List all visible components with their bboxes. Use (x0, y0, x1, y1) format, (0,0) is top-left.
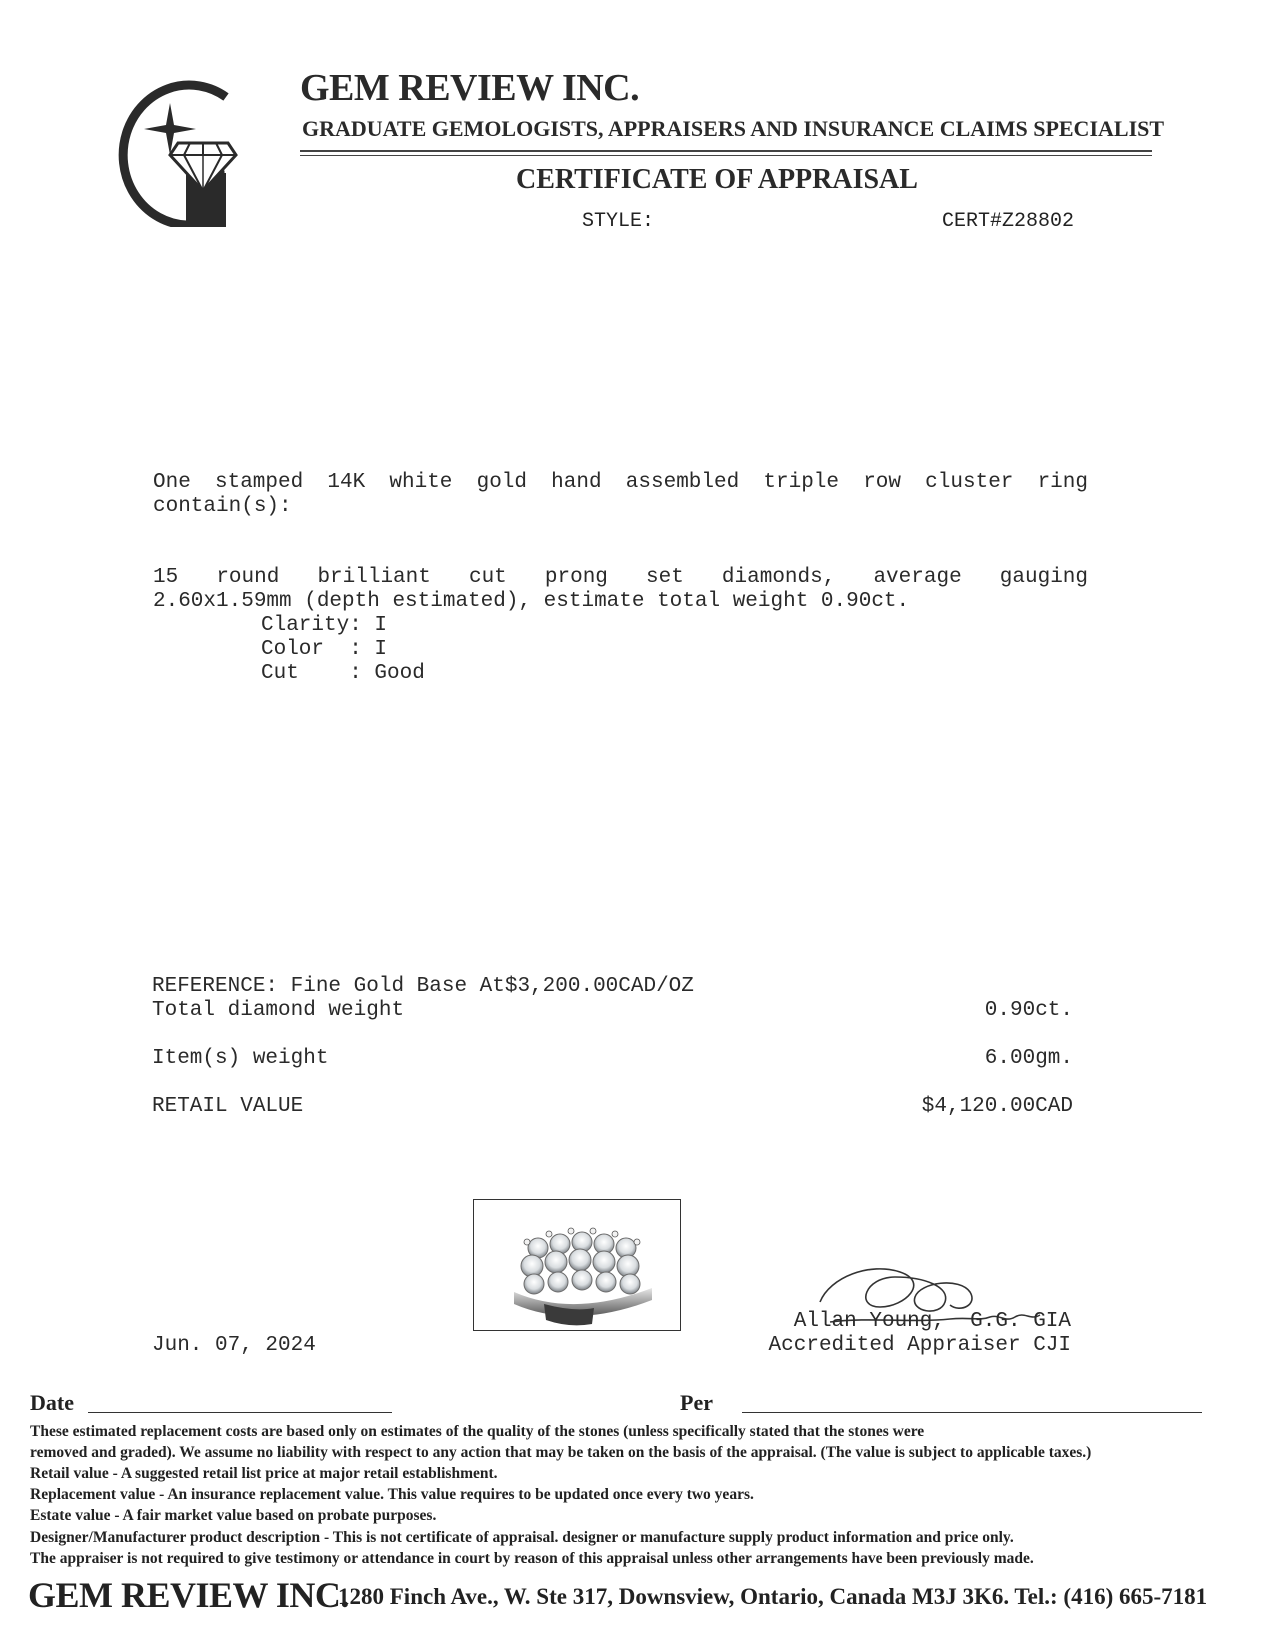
company-name: GEM REVIEW INC. (300, 67, 640, 109)
retail-value-amount: $4,120.00CAD (921, 1095, 1073, 1118)
clarity-grade: Clarity: I (261, 614, 388, 637)
diamond-weight-label: Total diamond weight (152, 999, 405, 1022)
footer-address: 1280 Finch Ave., W. Ste 317, Downsview, Ontario, Canada M3J 3K6. Tel.: (416) 665-7181 (338, 1584, 1208, 1609)
company-tagline: GRADUATE GEMOLOGISTS, APPRAISERS AND INSURANCE CLAIMS SPECIALIST (302, 116, 1165, 141)
diamond-description: 15 round brilliant cut prong set diamonds, average gauging (153, 566, 1088, 589)
certificate-number: CERT#Z28802 (942, 210, 1075, 233)
item-description-cont: contain(s): (153, 495, 292, 518)
item-description: One stamped 14K white gold hand assembled triple row cluster ring (153, 471, 1088, 494)
disclaimer-line: Estate value - A fair market value based on probate purposes. (30, 1507, 437, 1524)
gold-reference: REFERENCE: Fine Gold Base At$3,200.00CAD/OZ (152, 975, 694, 998)
item-weight-value: 6.00gm. (984, 1047, 1073, 1070)
color-grade: Color : I (261, 638, 388, 661)
per-signature-line (742, 1412, 1202, 1413)
appraiser-credential: Accredited Appraiser CJI (768, 1334, 1071, 1357)
disclaimer-line: These estimated replacement costs are based only on estimates of the quality of the stones (unless specifically stated that the stones were (30, 1423, 925, 1440)
date-label: Date (30, 1390, 74, 1415)
header-rule-thin (300, 155, 1152, 156)
disclaimer-line: Designer/Manufacturer product description - This is not certificate of appraisal. designer or manufacture supply product information and price only. (30, 1529, 1014, 1546)
disclaimer-line: removed and graded). We assume no liability with respect to any action that may be taken on the basis of the appraisal. (The value is subject to applicable taxes.) (30, 1444, 1092, 1461)
retail-value-label: RETAIL VALUE (152, 1095, 304, 1118)
appraisal-date: Jun. 07, 2024 (152, 1334, 316, 1357)
certificate-title: CERTIFICATE OF APPRAISAL (516, 164, 918, 195)
footer-company-name: GEM REVIEW INC. (28, 1575, 349, 1615)
appraiser-name: Allan Young, G.G. GIA (793, 1310, 1071, 1333)
disclaimer-line: Retail value - A suggested retail list price at major retail establishment. (30, 1465, 498, 1482)
style-label: STYLE: (582, 210, 655, 233)
gem-review-logo-icon (108, 75, 250, 227)
diamond-weight-value: 0.90ct. (984, 999, 1073, 1022)
date-signature-line (88, 1412, 392, 1413)
cut-grade: Cut : Good (261, 662, 425, 685)
disclaimer-line: The appraiser is not required to give testimony or attendance in court by reason of this appraisal unless other arrangements have been previously made. (30, 1550, 1034, 1567)
ring-photo (473, 1199, 681, 1331)
per-label: Per (680, 1390, 713, 1415)
item-weight-label: Item(s) weight (152, 1047, 329, 1070)
disclaimer-line: Replacement value - An insurance replacement value. This value requires to be updated once every two years. (30, 1486, 754, 1503)
diamond-description-cont: 2.60x1.59mm (depth estimated), estimate total weight 0.90ct. (153, 590, 910, 613)
header-rule (300, 150, 1152, 152)
